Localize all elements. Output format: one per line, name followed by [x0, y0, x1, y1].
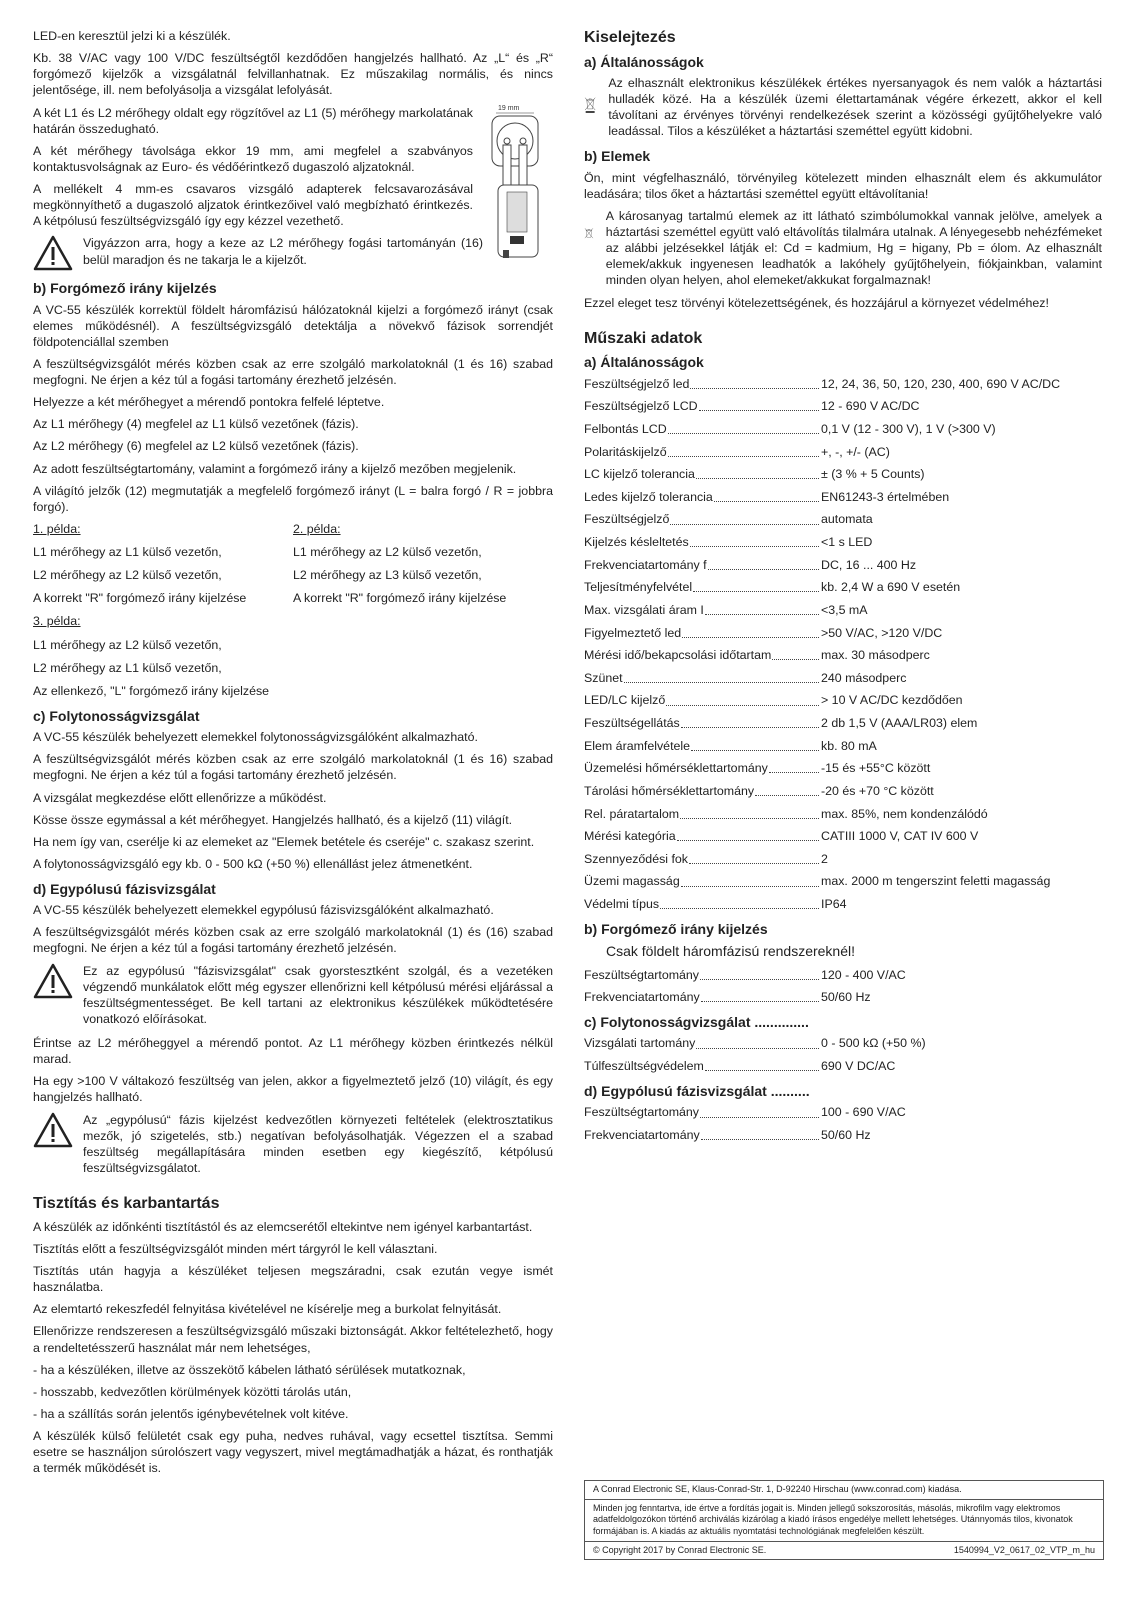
spec-label: Teljesítményfelvétel [584, 580, 693, 595]
warning-text-2: Ez az egypólusú "fázisvizsgálat" csak gyorstesztként szolgál, és a vezetéken végzendő munkálatok előtt még egyszer ellenőrizni kell kétpólusú mérési eljárással a feszültségmentességet. Be kell tartani az elektronikus készülékek működtetésére vonatkozó előírásokat. [83, 963, 553, 1026]
specs-b-list [584, 967, 1102, 1006]
b-p4: Az L1 mérőhegy (4) megfelel az L1 külső vezetőnek (fázis). [33, 417, 359, 432]
spec-row [584, 579, 1102, 595]
spec-row [584, 989, 1102, 1005]
spec-value: kb. 80 mA [821, 738, 877, 753]
spec-label: Feszültségjelző LCD [584, 399, 698, 414]
right-column [584, 28, 1102, 1150]
spec-row [584, 1104, 1102, 1120]
spec-value: 0 - 500 kΩ (+50 %) [821, 1036, 926, 1051]
clean-p6: - ha a készüléken, illetve az összekötő kábelen látható sérülések mutatkoznak, [33, 1362, 466, 1377]
clean-p8: - ha a szállítás során jelentős igénybevételnek volt kitéve. [33, 1406, 349, 1421]
spec-row [584, 873, 1102, 889]
intro-p4: A két mérőhegy távolsága ekkor 19 mm, ami megfelel a szabványos kontaktusvolságnak az Euro- és védőérintkező dugaszoló aljzatoknál. [33, 143, 473, 174]
example-2-line: A korrekt "R" forgómező irány kijelzése [293, 591, 507, 606]
intro-p3: A két L1 és L2 mérőhegy oldalt egy rögzítővel az L1 (5) mérőhegy markolatának határán összedugható. [33, 105, 473, 136]
spec-label: Feszültségellátás [584, 716, 680, 731]
spec-value: 12 - 690 V AC/DC [821, 399, 920, 414]
battery-p3: Ezzel eleget tesz törvényi kötelezettségének, és hozzájárul a környezet védelméhez! [584, 295, 1049, 310]
tester-socket-illustration [490, 100, 550, 264]
specs-a-list [584, 376, 1102, 913]
specs-d-list [584, 1104, 1102, 1143]
example-1-line: L1 mérőhegy az L1 külső vezetőn, [33, 545, 222, 560]
c-p1: A VC-55 készülék behelyezett elemekkel folytonosságvizsgálóként alkalmazható. [33, 730, 478, 745]
intro-p1: LED-en keresztül jelzi ki a készülék. [33, 29, 231, 43]
spec-value: kb. 2,4 W a 690 V esetén [821, 580, 961, 595]
spec-value: <1 s LED [821, 535, 873, 550]
disposal-general-block [584, 75, 1102, 140]
clean-p5: Ellenőrizze rendszeresen a feszültségvizsgáló műszaki biztonságát. Akkor feltételezhető, hogy a rendeltetésszerű használat már nem lehetséges, [33, 1324, 553, 1355]
example-3-line: Az ellenkező, "L" forgómező irány kijelzése [33, 683, 270, 698]
spec-value: automata [821, 512, 873, 527]
spec-label: Feszültségjelző [584, 512, 670, 527]
spec-label: Védelmi típus [584, 897, 660, 912]
spec-row [584, 376, 1102, 392]
imprint-copyright: © Copyright 2017 by Conrad Electronic SE. [593, 1544, 767, 1555]
tech-a-title: a) Általánosságok [584, 354, 704, 371]
spec-label: Tárolási hőmérséklettartomány [584, 783, 755, 798]
spec-label: Szennyeződési fok [584, 851, 689, 866]
spec-label: Felbontás LCD [584, 421, 667, 436]
spec-row [584, 1035, 1102, 1051]
spec-row [584, 1058, 1102, 1074]
spec-row [584, 466, 1102, 482]
spec-label: Üzemelési hőmérséklettartomány [584, 761, 768, 776]
spec-value: max. 85%, nem kondenzálódó [821, 806, 988, 821]
spec-value: IP64 [821, 897, 847, 912]
disposal-general-title: a) Általánosságok [584, 53, 704, 70]
spec-label: Feszültségtartomány [584, 1105, 700, 1120]
imprint-box [584, 1480, 1104, 1560]
spec-label: Ledes kijelző tolerancia [584, 489, 713, 504]
b-p1: A VC-55 készülék korrektül földelt háromfázisú hálózatoknál kijelzi a forgómező irányt (csak elemes működésnél). A feszültségvizsgáló detektálja a növekvő fázisok sorrendjét földpotenciállal szemben [33, 302, 553, 349]
c-p6: A folytonosságvizsgáló egy kb. 0 - 500 kΩ (+50 %) ellenállást jelez átmenetként. [33, 856, 473, 871]
spec-value: +, -, +/- (AC) [821, 444, 890, 459]
spec-value: max. 2000 m tengerszint feletti magasság [821, 874, 1051, 889]
example-2 [293, 521, 553, 614]
intro-p5: A mellékelt 4 mm-es csavaros vizsgáló adapterek felcsavarozásával megkönnyíthető a dugaszoló aljzatok érintkezőivel való megbízható érintkezés. A kétpólusú feszültségvizsgáló így egy kézzel vezethető. [33, 182, 473, 229]
spec-label: LC kijelző tolerancia [584, 467, 695, 482]
spec-value: 12, 24, 36, 50, 120, 230, 400, 690 V AC/DC [821, 376, 1061, 391]
spec-label: Feszültségjelző led [584, 376, 690, 391]
tech-d-title: d) Egypólusú fázisvizsgálat .......... [584, 1083, 810, 1100]
cleaning-title: Tisztítás és karbantartás [33, 1195, 220, 1213]
clean-p7: - hosszabb, kedvezőtlen körülmények közötti tárolás után, [33, 1384, 352, 1399]
warning-text-3: Az „egypólusú“ fázis kijelzést kedvezőtlen környezeti feltételek (elektrosztatikus mezők, jó szigetelés, stb.) negatívan befolyásolhatják. Végezzen el a szabad feszültség megállapítására minden esetben egy kiegészítő, kétpólusú feszültségvizsgálatot. [83, 1112, 553, 1175]
clean-p9: A készülék külső felületét csak egy puha, nedves ruhával, vagy ecsettel tisztítsa. Semmi esetre se használjon súrolószert vagy vegyszert, mivel megtámadhatják a házat, és ronthatják a termék működését is. [33, 1429, 553, 1476]
example-3-line: L1 mérőhegy az L2 külső vezetőn, [33, 637, 222, 652]
spec-value: 2 [821, 851, 828, 866]
section-b-title: b) Forgómező irány kijelzés [33, 280, 217, 297]
d-p3: Érintse az L2 mérőheggyel a mérendő pontot. Az L1 mérőhegy közben érintkezés nélkül marad. [33, 1036, 553, 1067]
example-1-line: A korrekt "R" forgómező irány kijelzése [33, 591, 247, 606]
d-p1: A VC-55 készülék behelyezett elemekkel egypólusú fázisvizsgálóként alkalmazható. [33, 903, 494, 918]
crossed-bin-icon [584, 75, 596, 135]
tech-title: Műszaki adatok [584, 329, 703, 347]
spec-value: 240 másodperc [821, 670, 907, 685]
spec-value: 0,1 V (12 - 300 V), 1 V (>300 V) [821, 421, 996, 436]
warning-block-3 [33, 1112, 553, 1177]
examples-row [33, 521, 553, 614]
spec-value: DC, 16 ... 400 Hz [821, 557, 917, 572]
clean-p4: Az elemtartó rekeszfedél felnyitása kivételével ne kísérelje meg a burkolat felnyitását. [33, 1302, 502, 1317]
spec-row [584, 738, 1102, 754]
b-p5: Az L2 mérőhegy (6) megfelel az L2 külső vezetőnek (fázis). [33, 439, 359, 454]
clean-p2: Tisztítás előtt a feszültségvizsgálót minden mért tárgyról le kell választani. [33, 1241, 438, 1256]
d-p4: Ha egy >100 V váltakozó feszültség van jelen, akkor a figyelmeztető jelző (10) világít, és egy hangjelzés hallható. [33, 1074, 553, 1105]
spec-row [584, 851, 1102, 867]
spec-value: >50 V/AC, >120 V/DC [821, 625, 943, 640]
spec-label: Mérési idő/bekapcsolási időtartam [584, 648, 772, 663]
spec-value: CATIII 1000 V, CAT IV 600 V [821, 829, 979, 844]
spec-label: Túlfeszültségvédelem [584, 1059, 704, 1074]
clean-p3: Tisztítás után hagyja a készüléket teljesen megszáradni, csak ezután vegye ismét használatba. [33, 1264, 553, 1295]
spec-row [584, 806, 1102, 822]
spec-value: 50/60 Hz [821, 1128, 871, 1143]
spec-value: > 10 V AC/DC kezdődően [821, 693, 963, 708]
tech-b-subtitle: Csak földelt háromfázisú rendszereknél! [606, 943, 856, 960]
crossed-bin-icon [584, 208, 594, 258]
imprint-rights: Minden jog fenntartva, ide értve a fordítás jogait is. Minden jellegű sokszorosítás, másolás, mikrofilm vagy elektromos adatfeldolgozókon történő archiválás kizárólag a kiadó írásos engedélye mellett lehetséges. Utánnyomás tilos, kivonatok formájában is. A kiadás az aktuális nyomtatási technológiának megfelelően készült. [585, 1500, 1103, 1542]
spec-row [584, 647, 1102, 663]
disposal-title: Kiselejtezés [584, 29, 676, 46]
spec-row [584, 760, 1102, 776]
tech-b-title: b) Forgómező irány kijelzés [584, 921, 768, 938]
spec-row [584, 398, 1102, 414]
example-2-line: L1 mérőhegy az L2 külső vezetőn, [293, 545, 482, 560]
socket-dimension-label: 19 mm [498, 105, 520, 112]
spec-label: Kijelzés késleltetés [584, 535, 689, 550]
d-p2: A feszültségvizsgálót mérés közben csak az erre szolgáló markolatoknál (1) és (16) szabad megfogni. Ne érjen a kéz túl a fogási tartomány érezhető jelzésén. [33, 925, 553, 956]
spec-value: ± (3 % + 5 Counts) [821, 467, 925, 482]
battery-p1: Ön, mint végfelhasználó, törvényileg kötelezett minden elhasznált elem és akkumulátor leadására; tilos őket a háztartási szeméttel együtt eltávolítania! [584, 170, 1102, 201]
warning-icon [33, 963, 73, 999]
example-3-line: L2 mérőhegy az L1 külső vezetőn, [33, 660, 222, 675]
warning-block-2 [33, 963, 553, 1028]
disposal-general-text: Az elhasznált elektronikus készülékek értékes nyersanyagok és nem valók a háztartási hulladék közé. Ha a készülék üzemi élettartamának végére érkezett, akkor el kell távolítani az érvényes törvényi rendelkezések szerint a közösségi gyűjtőhelyekre való leadással. Tilos a készüléket a háztartási szeméttel együtt kidobni. [608, 75, 1102, 139]
spec-row [584, 967, 1102, 983]
spec-label: Polaritáskijelző [584, 444, 667, 459]
spec-label: Szünet [584, 670, 623, 685]
imprint-publisher: A Conrad Electronic SE, Klaus-Conrad-Str. 1, D-92240 Hirschau (www.conrad.com) kiadása. [585, 1481, 1103, 1500]
spec-value: 690 V DC/AC [821, 1059, 896, 1074]
spec-row [584, 534, 1102, 550]
tech-c-title: c) Folytonosságvizsgálat .............. [584, 1014, 809, 1031]
example-1-title: 1. példa: [33, 521, 81, 536]
specs-c-list [584, 1035, 1102, 1074]
battery-p2: A károsanyag tartalmú elemek az itt látható szimbólumokkal vannak jelölve, amelyek a háztartási szeméttel együtt való eltávolítás tilalmára utalnak. A lényegesebb nehézfémeket az alábbi jelzésekkel látják el: Cd = kadmium, Hg = higany, Pb = ólom. Az elhasznált elemek/akkuk ingyenesen leadhatók a lakóhely gyűjtőhelyein, fiókjainkban, valamint minden olyan helyen, ahol elemeket/akkukat forgalmaznak! [605, 208, 1102, 288]
warning-icon [33, 1112, 73, 1148]
spec-row [584, 670, 1102, 686]
section-d-title: d) Egypólusú fázisvizsgálat [33, 881, 216, 897]
spec-row [584, 602, 1102, 618]
example-2-title: 2. példa: [293, 521, 341, 536]
spec-label: Frekvenciatartomány [584, 1128, 700, 1143]
spec-label: Max. vizsgálati áram I [584, 602, 704, 617]
spec-row [584, 444, 1102, 460]
spec-value: 50/60 Hz [821, 990, 871, 1005]
spec-row [584, 783, 1102, 799]
spec-value: 100 - 690 V/AC [821, 1105, 906, 1120]
spec-row [584, 557, 1102, 573]
spec-label: Mérési kategória [584, 829, 676, 844]
example-1 [33, 521, 293, 614]
b-p3: Helyezze a két mérőhegyet a mérendő pontokra felfelé léptetve. [33, 395, 385, 410]
c-p3: A vizsgálat megkezdése előtt ellenőrizze a működést. [33, 790, 327, 805]
b-p6: Az adott feszültségtartomány, valamint a forgómező irány a kijelző mezőben megjelenik. [33, 461, 517, 476]
spec-label: Frekvenciatartomány [584, 990, 700, 1005]
spec-label: Figyelmeztető led [584, 625, 682, 640]
b-p7: A világító jelzők (12) megmutatják a megfelelő forgómező irányt (L = balra forgó / R = jobbra forgó). [33, 483, 553, 514]
spec-value: -15 és +55°C között [821, 761, 931, 776]
spec-row [584, 828, 1102, 844]
spec-row [584, 489, 1102, 505]
spec-label: Üzemi magasság [584, 874, 680, 889]
spec-label: Feszültségtartomány [584, 967, 700, 982]
imprint-code: 1540994_V2_0617_02_VTP_m_hu [953, 1544, 1095, 1555]
example-3 [33, 613, 553, 699]
example-3-title: 3. példa: [33, 614, 81, 629]
battery-title: b) Elemek [584, 148, 651, 165]
battery-block [584, 208, 1102, 289]
section-c-title: c) Folytonosságvizsgálat [33, 707, 200, 724]
spec-row [584, 511, 1102, 527]
spec-value: max. 30 másodperc [821, 648, 930, 663]
spec-label: Frekvenciatartomány f [584, 557, 707, 572]
spec-value: -20 és +70 °C között [821, 783, 934, 798]
spec-value: 2 db 1,5 V (AAA/LR03) elem [821, 716, 978, 731]
spec-row [584, 896, 1102, 912]
spec-row [584, 715, 1102, 731]
spec-label: Rel. páratartalom [584, 806, 680, 821]
spec-value: <3,5 mA [821, 602, 868, 617]
spec-row [584, 1127, 1102, 1143]
left-column [33, 28, 553, 1482]
c-p4: Kösse össze egymással a két mérőhegyet. Hangjelzés hallható, és a kijelző (11) világít. [33, 812, 513, 827]
warning-text-1: Vigyázzon arra, hogy a keze az L2 mérőhegy fogási tartományán (16) belül maradjon és ne takarja le a kijelzőt. [83, 236, 483, 267]
intro-p2: Kb. 38 V/AC vagy 100 V/DC feszültségtől kezdődően hangjelzés hallható. Az „L“ és „R“ forgómező kijelzők a vizsgálatnál felvillanhatnak. Ez műszakilag normális, és nincs jelentősége, ill. nem befolyásolja a vizsgálat lefolyását. [33, 51, 553, 98]
spec-row [584, 625, 1102, 641]
spec-value: EN61243-3 értelmében [821, 489, 950, 504]
spec-label: Vizsgálati tartomány [584, 1036, 696, 1051]
spec-label: Elem áramfelvétele [584, 738, 691, 753]
imprint-bottom-row [585, 1542, 1103, 1560]
clean-p1: A készülék az időnkénti tisztítástól és az elemcserétől eltekintve nem igényel karbantartást. [33, 1219, 533, 1234]
spec-row [584, 421, 1102, 437]
example-1-line: L2 mérőhegy az L2 külső vezetőn, [33, 568, 222, 583]
spec-row [584, 692, 1102, 708]
warning-block-1 [33, 235, 553, 271]
spec-value: 120 - 400 V/AC [821, 967, 906, 982]
spec-label: LED/LC kijelző [584, 693, 666, 708]
b-p2: A feszültségvizsgálót mérés közben csak az erre szolgáló markolatoknál (1 és 16) szabad megfogni. Ne érjen a kéz túl a fogási tartomány érezhető jelzésén. [33, 356, 553, 388]
warning-icon [33, 235, 73, 271]
c-p5: Ha nem így van, cserélje ki az elemeket az "Elemek betétele és cseréje" c. szakasz szerint. [33, 834, 535, 849]
c-p2: A feszültségvizsgálót mérés közben csak az erre szolgáló markolatoknál (1 és 16) szabad megfogni. Ne érjen a kéz túl a fogási tartomány érezhető jelzésén. [33, 752, 553, 783]
example-2-line: L2 mérőhegy az L3 külső vezetőn, [293, 568, 482, 583]
